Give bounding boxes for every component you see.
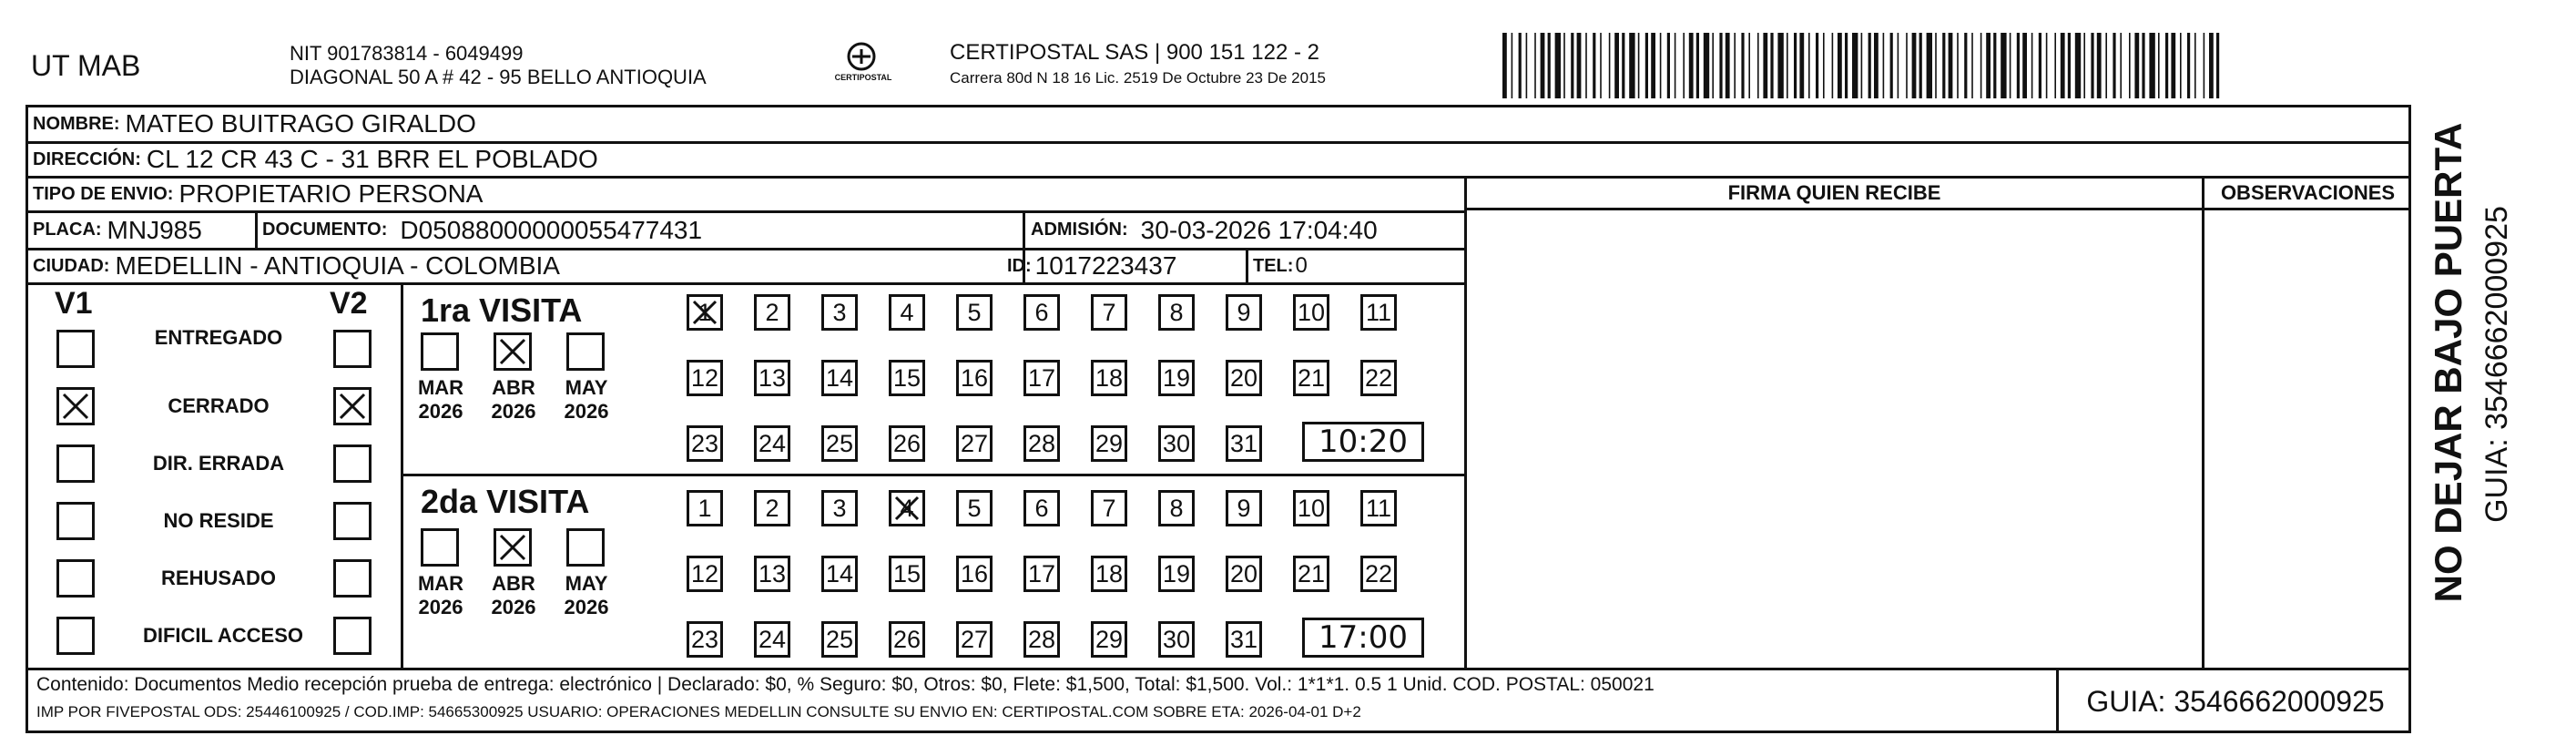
month-label: MAR — [417, 572, 464, 595]
day-box[interactable]: 1 — [687, 490, 723, 526]
day-box[interactable]: 26 — [889, 621, 925, 658]
month-label: MAR — [417, 376, 464, 399]
day-box[interactable]: 24 — [754, 425, 790, 462]
documento-value: D05088000000055477431 — [400, 215, 703, 244]
nombre-value: MATEO BUITRAGO GIRALDO — [125, 109, 476, 138]
observaciones-header: OBSERVACIONES — [2220, 181, 2396, 204]
v1-header: V1 — [55, 286, 93, 321]
v1-checkbox[interactable] — [56, 387, 95, 425]
v1-checkbox[interactable] — [56, 502, 95, 540]
day-box[interactable]: 11 — [1360, 294, 1397, 331]
field-direccion — [33, 142, 598, 177]
day-box[interactable]: 2 — [754, 490, 790, 526]
field-placa — [33, 212, 202, 248]
day-box[interactable]: 21 — [1293, 556, 1329, 592]
day-box[interactable]: 31 — [1226, 425, 1262, 462]
day-box[interactable]: 2 — [754, 294, 790, 331]
day-box[interactable]: 7 — [1091, 490, 1127, 526]
day-box[interactable]: 10 — [1293, 294, 1329, 331]
month-checkbox[interactable] — [494, 528, 532, 567]
day-box[interactable]: 25 — [821, 425, 858, 462]
month-checkbox[interactable] — [566, 332, 605, 371]
day-box[interactable]: 12 — [687, 360, 723, 396]
day-box[interactable]: 25 — [821, 621, 858, 658]
day-box[interactable]: 18 — [1091, 556, 1127, 592]
v2-checkbox[interactable] — [333, 444, 372, 483]
day-box[interactable]: 6 — [1023, 294, 1060, 331]
certipostal-logo — [836, 40, 891, 95]
visit2-title: 2da VISITA — [421, 483, 590, 520]
day-box[interactable]: 30 — [1158, 425, 1195, 462]
month-label: ABR — [492, 376, 535, 399]
field-nombre — [33, 107, 476, 141]
day-box[interactable]: 3 — [821, 294, 858, 331]
field-tipo — [33, 177, 483, 211]
status-option-label: ENTREGADO — [154, 326, 283, 349]
handwritten-time: 10:20 — [1302, 422, 1424, 462]
day-box[interactable]: 4 — [889, 490, 925, 526]
day-box[interactable]: 9 — [1226, 490, 1262, 526]
day-box[interactable]: 6 — [1023, 490, 1060, 526]
day-box[interactable]: 22 — [1360, 556, 1397, 592]
month-checkbox[interactable] — [494, 332, 532, 371]
visit1-title: 1ra VISITA — [421, 291, 583, 329]
tipo-value: PROPIETARIO PERSONA — [178, 179, 484, 208]
day-box[interactable]: 13 — [754, 556, 790, 592]
v2-header: V2 — [330, 286, 368, 321]
month-checkbox[interactable] — [421, 528, 459, 567]
tel-label: TEL: — [1253, 255, 1294, 276]
v2-checkbox[interactable] — [333, 502, 372, 540]
nombre-label: NOMBRE: — [33, 113, 120, 134]
month-checkbox[interactable] — [421, 332, 459, 371]
day-box[interactable]: 7 — [1091, 294, 1127, 331]
placa-value: MNJ985 — [107, 215, 202, 244]
company-nit: NIT 901783814 - 6049499 — [290, 42, 524, 65]
side-guia: GUIA: 3546662000925 — [2479, 206, 2514, 523]
side-warning: NO DEJAR BAJO PUERTA — [2427, 122, 2469, 603]
field-id — [1007, 249, 1176, 283]
month-label: MAY — [565, 376, 608, 399]
month-label: MAY — [565, 572, 608, 595]
day-box[interactable]: 28 — [1023, 621, 1060, 658]
v1-checkbox[interactable] — [56, 444, 95, 483]
day-box[interactable]: 22 — [1360, 360, 1397, 396]
company-name: UT MAB — [31, 49, 141, 82]
day-box[interactable]: 16 — [956, 556, 993, 592]
status-option-label: CERRADO — [168, 394, 270, 417]
documento-label: DOCUMENTO: — [262, 220, 388, 240]
day-box[interactable]: 12 — [687, 556, 723, 592]
day-box[interactable]: 14 — [821, 556, 858, 592]
day-box[interactable]: 19 — [1158, 556, 1195, 592]
year-label: 2026 — [564, 400, 609, 423]
v2-checkbox[interactable] — [333, 559, 372, 598]
month-label: ABR — [492, 572, 535, 595]
day-box[interactable]: 20 — [1226, 360, 1262, 396]
day-box[interactable]: 31 — [1226, 621, 1262, 658]
footer-guia: GUIA: 3546662000925 — [2086, 685, 2385, 718]
day-box[interactable]: 15 — [889, 556, 925, 592]
v2-checkbox[interactable] — [333, 387, 372, 425]
day-box[interactable]: 18 — [1091, 360, 1127, 396]
day-box[interactable]: 1 — [687, 294, 723, 331]
status-option-label: DIFICIL ACCESO — [142, 624, 303, 647]
v1-checkbox[interactable] — [56, 330, 95, 368]
logo-text: CERTIPOSTAL — [834, 73, 892, 82]
day-box[interactable]: 8 — [1158, 490, 1195, 526]
id-label: ID: — [1007, 255, 1032, 276]
field-admision — [1031, 212, 1378, 248]
ciudad-label: CIUDAD: — [33, 255, 110, 276]
status-option-label: NO RESIDE — [163, 509, 274, 532]
field-documento — [262, 212, 702, 248]
company-address: DIAGONAL 50 A # 42 - 95 BELLO ANTIOQUIA — [290, 66, 707, 88]
day-box[interactable]: 15 — [889, 360, 925, 396]
day-box[interactable]: 27 — [956, 425, 993, 462]
tipo-label: TIPO DE ENVIO: — [33, 183, 174, 204]
v2-checkbox[interactable] — [333, 617, 372, 655]
status-option-label: REHUSADO — [161, 567, 276, 589]
year-label: 2026 — [491, 400, 536, 423]
day-box[interactable]: 23 — [687, 621, 723, 658]
admision-value: 30-03-2026 17:04:40 — [1140, 215, 1378, 244]
month-checkbox[interactable] — [566, 528, 605, 567]
year-label: 2026 — [418, 596, 463, 618]
day-box[interactable]: 17 — [1023, 360, 1060, 396]
day-box[interactable]: 4 — [889, 294, 925, 331]
placa-label: PLACA: — [33, 220, 102, 240]
day-box[interactable]: 24 — [754, 621, 790, 658]
day-box[interactable]: 11 — [1360, 490, 1397, 526]
day-box[interactable]: 14 — [821, 360, 858, 396]
day-box[interactable]: 29 — [1091, 621, 1127, 658]
id-value: 1017223437 — [1034, 251, 1177, 280]
day-box[interactable]: 3 — [821, 490, 858, 526]
direccion-value: CL 12 CR 43 C - 31 BRR EL POBLADO — [146, 145, 598, 173]
barcode — [1502, 33, 2226, 98]
day-box[interactable]: 21 — [1293, 360, 1329, 396]
day-box[interactable]: 5 — [956, 294, 993, 331]
day-box[interactable]: 10 — [1293, 490, 1329, 526]
footer-contenido: Contenido: Documentos Medio recepción prueba de entrega: electrónico | Declarado: $0, % Seguro: $0, Otros: $0, Flete: $1,500, Total: $1,500. Vol.: 1*1*1. 0.5 1 Unid. COD. POSTAL: 050021 — [36, 674, 1655, 695]
direccion-label: DIRECCIÓN: — [33, 148, 141, 169]
day-box[interactable]: 20 — [1226, 556, 1262, 592]
day-box[interactable]: 5 — [956, 490, 993, 526]
firma-header: FIRMA QUIEN RECIBE — [1727, 181, 1941, 204]
day-box[interactable]: 23 — [687, 425, 723, 462]
day-box[interactable]: 29 — [1091, 425, 1127, 462]
day-box[interactable]: 17 — [1023, 556, 1060, 592]
v2-checkbox[interactable] — [333, 330, 372, 368]
ciudad-value: MEDELLIN - ANTIOQUIA - COLOMBIA — [115, 251, 560, 280]
day-box[interactable]: 16 — [956, 360, 993, 396]
field-ciudad — [33, 249, 560, 283]
status-option-label: DIR. ERRADA — [152, 452, 285, 475]
day-box[interactable]: 8 — [1158, 294, 1195, 331]
day-box[interactable]: 27 — [956, 621, 993, 658]
tel-value: 0 — [1295, 253, 1308, 278]
day-box[interactable]: 19 — [1158, 360, 1195, 396]
year-label: 2026 — [418, 400, 463, 423]
v1-checkbox[interactable] — [56, 559, 95, 598]
year-label: 2026 — [491, 596, 536, 618]
handwritten-time: 17:00 — [1302, 618, 1424, 658]
footer-imp: IMP POR FIVEPOSTAL ODS: 25446100925 / COD.IMP: 54665300925 USUARIO: OPERACIONES MEDELLIN CONSULTE SU ENVIO EN: CERTIPOSTAL.COM SOBRE ETA: 2026-04-01 D+2 — [36, 703, 1361, 720]
day-box[interactable]: 13 — [754, 360, 790, 396]
day-box[interactable]: 9 — [1226, 294, 1262, 331]
carrier-license: Carrera 80d N 18 16 Lic. 2519 De Octubre 23 De 2015 — [950, 69, 1326, 87]
day-box[interactable]: 28 — [1023, 425, 1060, 462]
v1-checkbox[interactable] — [56, 617, 95, 655]
carrier-name: CERTIPOSTAL SAS | 900 151 122 - 2 — [950, 40, 1319, 65]
admision-label: ADMISIÓN: — [1031, 220, 1128, 240]
field-tel — [1253, 249, 1308, 283]
year-label: 2026 — [564, 596, 609, 618]
day-box[interactable]: 26 — [889, 425, 925, 462]
day-box[interactable]: 30 — [1158, 621, 1195, 658]
